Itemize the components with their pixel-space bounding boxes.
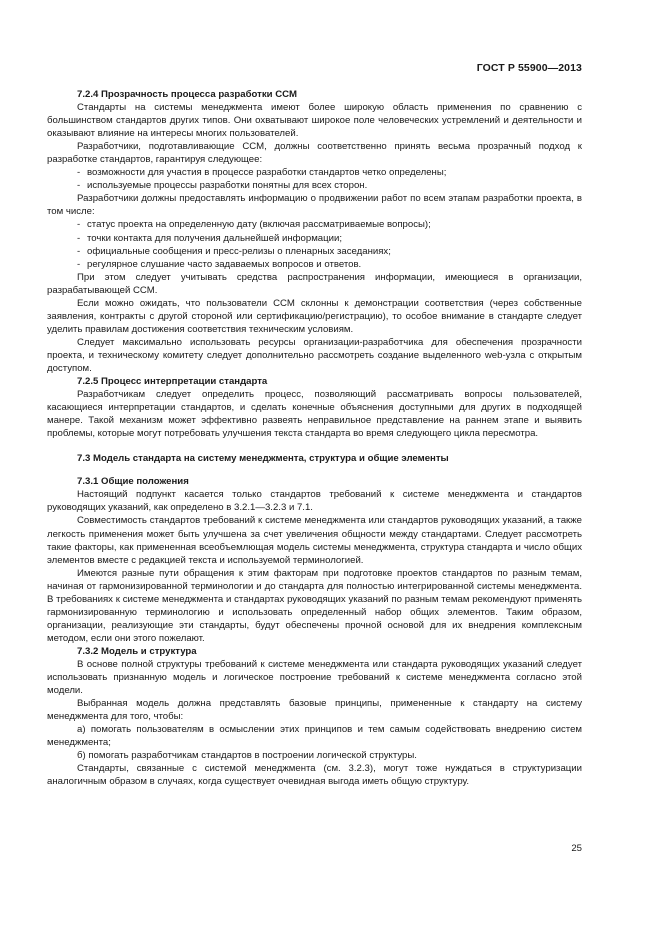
list-item: - точки контакта для получения дальнейшей информации; bbox=[77, 232, 343, 244]
paragraph: Разработчики, подготавливающие ССМ, должны соответственно принять весьма прозрачный подход к разработке стандартов, гарантируя следующее: bbox=[47, 141, 582, 166]
list-item: - официальные сообщения и пресс-релизы о пленарных заседаниях; bbox=[77, 245, 391, 257]
dash-marker: - bbox=[77, 258, 81, 270]
paragraph: Стандарты, связанные с системой менеджмента (см. 3.2.3), могут тоже нуждаться в структуризации аналогичным образом в случаях, когда существует очевидная выгода иметь общую структуру. bbox=[47, 763, 582, 788]
paragraph: Совместимость стандартов требований к системе менеджмента или стандартов руководящих указаний, а также легкость применения может быть улучшена за счет увеличения общности между стандартами. Следует рассмотреть такие факторы, как примененная всеобъемлющая модель системы менеджмента, структура стандарта и число общих элементов вместе с редакцией текста и используемой терминологией. bbox=[47, 515, 582, 566]
list-item: - статус проекта на определенную дату (включая рассматриваемые вопросы); bbox=[77, 219, 431, 231]
dash-marker: - bbox=[77, 219, 81, 231]
paragraph: Разработчикам следует определить процесс, позволяющий рассматривать вопросы пользователей, касающиеся интерпретации стандартов, и сделать конечные объяснения доступными для других в подходящей манере. Такой механизм может эффективно развеять неправильное представление на раннем этапе и выявить проблемы, которые могут потребовать улучшения текста стандарта во время следующего цикла пересмотра. bbox=[47, 389, 582, 440]
heading-7-3: 7.3 Модель стандарта на систему менеджмента, структура и общие элементы bbox=[77, 453, 449, 465]
list-item: - возможности для участия в процессе разработки стандартов четко определены; bbox=[77, 167, 447, 179]
paragraph: При этом следует учитывать средства распространения информации, имеющиеся в организации, разрабатывающей ССМ. bbox=[47, 271, 582, 296]
heading-7-3-1: 7.3.1 Общие положения bbox=[77, 476, 189, 488]
list-item: - используемые процессы разработки понятны для всех сторон. bbox=[77, 180, 368, 192]
paragraph: В основе полной структуры требований к системе менеджмента или стандарта руководящих указаний следует использовать признанную модель и логическое построение требований к системе менеджмента согласно этой модели. bbox=[47, 658, 582, 697]
list-item-a: а) помогать пользователям в осмыслении этих принципов и тем самым содействовать внедрению систем менеджмента; bbox=[47, 724, 582, 749]
page-number: 25 bbox=[571, 843, 582, 854]
standard-designation: ГОСТ Р 55900—2013 bbox=[476, 62, 582, 74]
dash-marker: - bbox=[77, 232, 81, 244]
paragraph: Разработчики должны предоставлять информацию о продвижении работ по всем этапам разработки проекта, в том числе: bbox=[47, 193, 582, 218]
dash-marker: - bbox=[77, 167, 81, 179]
heading-7-2-5: 7.2.5 Процесс интерпретации стандарта bbox=[77, 376, 268, 388]
paragraph: Выбранная модель должна представлять базовые принципы, примененные к стандарту на систему менеджмента для того, чтобы: bbox=[47, 698, 582, 723]
list-item-b: б) помогать разработчикам стандартов в построении логической структуры. bbox=[77, 750, 417, 762]
paragraph: Настоящий подпункт касается только стандартов требований к системе менеджмента и стандартов руководящих указаний, как определено в 3.2.1—3.2.3 и 7.1. bbox=[47, 489, 582, 514]
paragraph: Если можно ожидать, что пользователи ССМ склонны к демонстрации соответствия (через собственные заявления, контракты с другой стороной или сертификацию/регистрацию), то особое внимание в стандарте следует уделить правилам достижения соответствия техническим условиям. bbox=[47, 297, 582, 335]
heading-7-3-2: 7.3.2 Модель и структура bbox=[77, 645, 197, 657]
list-item: - регулярное слушание часто задаваемых вопросов и ответов. bbox=[77, 258, 362, 270]
page-content bbox=[47, 88, 582, 788]
dash-marker: - bbox=[77, 180, 81, 192]
paragraph: Имеются разные пути обращения к этим факторам при подготовке проектов стандартов по разным темам, начиная от гармонизированной терминологии и до стандарта для полностью интегрированной системы менеджмента. В требованиях к системе менеджмента и стандартах руководящих указаний по разным темам рекомендуют применять гармонизированную терминологию и использовать определенный набор общих элементов. Таким образом, организации, реализующие эти стандарты, будут обеспечены прочной основой для их внедрения комплексным методом, если они этого пожелают. bbox=[47, 567, 582, 644]
paragraph: Следует максимально использовать ресурсы организации-разработчика для обеспечения прозрачности проекта, и техническому комитету следует дополнительно рассмотреть создание выделенного web-узла с открытым доступом. bbox=[47, 336, 582, 374]
paragraph: Стандарты на системы менеджмента имеют более широкую область применения по сравнению с большинством стандартов других типов. Они охватывают широкое поле человеческих устремлений и деятельности и оказывают влияние на интересы многих пользователей. bbox=[47, 102, 582, 140]
dash-marker: - bbox=[77, 245, 81, 257]
heading-7-2-4: 7.2.4 Прозрачность процесса разработки ССМ bbox=[77, 89, 297, 100]
